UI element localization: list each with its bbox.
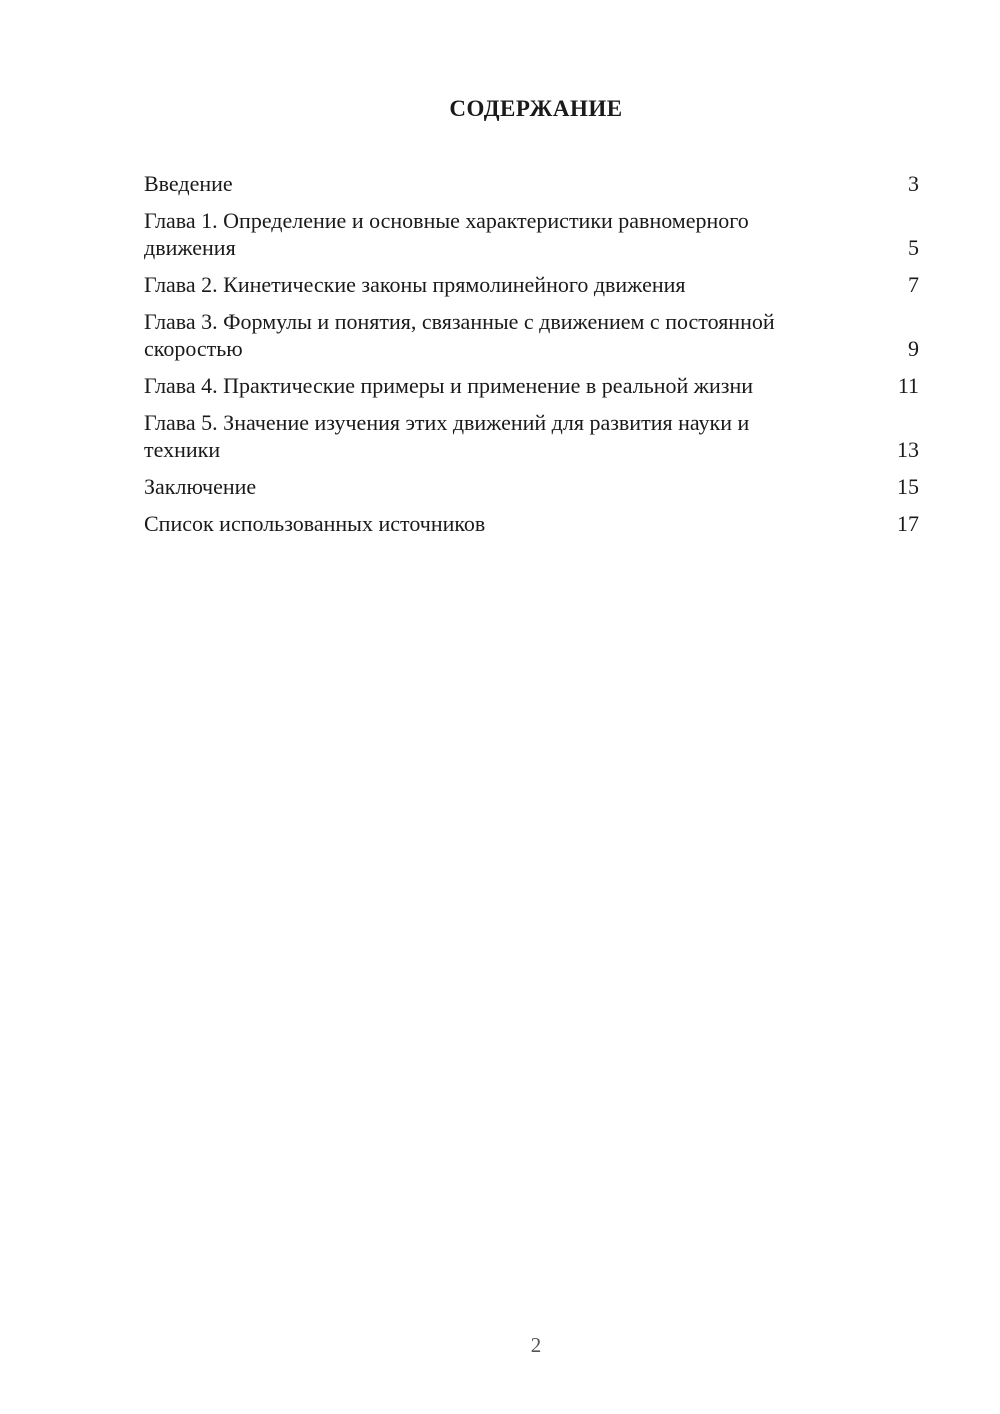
toc-heading: СОДЕРЖАНИЕ (449, 96, 623, 121)
toc-entry-page: 15 (897, 474, 919, 499)
toc-entry-title: Глава 1. Определение и основные характеристики равномерного движения (144, 208, 749, 260)
toc-entry-chapter-3 (144, 308, 919, 362)
toc-entry-chapter-2 (144, 271, 919, 298)
toc-entry-page: 17 (897, 511, 919, 536)
toc-entry-page: 3 (908, 171, 919, 196)
toc-entry-title: Глава 3. Формулы и понятия, связанные с движением с постоянной скоростью (144, 309, 775, 361)
toc-entry-page: 13 (897, 437, 919, 462)
toc-entry-chapter-4 (144, 372, 919, 399)
toc-entry-page: 11 (897, 373, 919, 398)
toc-entry-title: Заключение (144, 474, 257, 499)
toc-entry-chapter-5 (144, 409, 919, 463)
toc-entry-page: 9 (908, 336, 919, 361)
toc-entry-chapter-1 (144, 207, 919, 261)
toc-entry-title: Глава 4. Практические примеры и применение в реальной жизни (144, 373, 753, 398)
toc-entry-title: Глава 5. Значение изучения этих движений для развития науки и техники (144, 410, 750, 462)
toc-entry-title: Глава 2. Кинетические законы прямолинейного движения (144, 272, 686, 297)
toc-entry-conclusion (144, 473, 919, 500)
toc-entry-page: 5 (908, 235, 919, 260)
page-number: 2 (530, 1333, 542, 1357)
toc-entry-title: Список использованных источников (144, 511, 486, 536)
toc-entry-title: Введение (144, 171, 233, 196)
toc-entry-introduction (144, 170, 919, 197)
toc-entry-references (144, 510, 919, 537)
table-of-contents (144, 170, 919, 547)
toc-entry-page: 7 (908, 272, 919, 297)
